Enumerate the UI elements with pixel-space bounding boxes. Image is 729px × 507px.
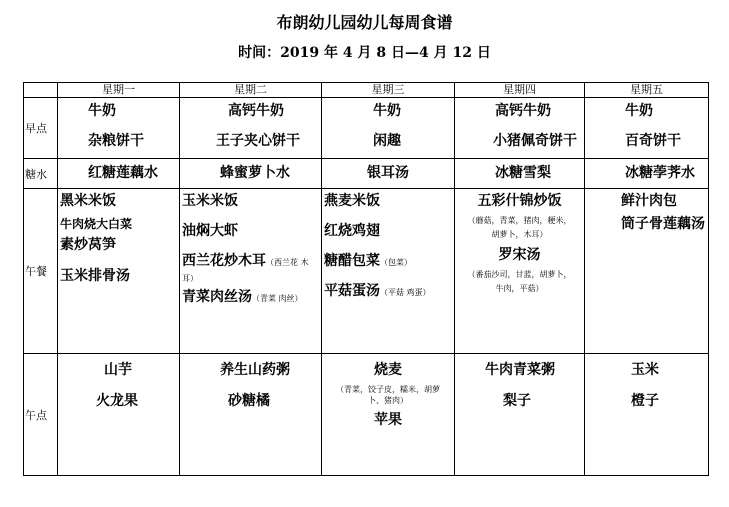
sweet-soup-tue-item: 蜂蜜萝卜水 [220, 165, 290, 181]
lunch-wed-item-2: 红烧鸡翅 [324, 223, 380, 239]
lunch-wed-item-3 [324, 252, 412, 270]
afternoon-wed-note-1: （青菜，饺子皮，糯米，胡萝 [336, 385, 440, 394]
afternoon-fri-item-1: 玉米 [631, 362, 659, 378]
lunch-wed-item-4 [324, 282, 431, 300]
breakfast-wed-item-1: 牛奶 [373, 103, 401, 119]
lunch-thu-item-1-note-1: （蘑菇，青菜，猪肉，粳米， [467, 216, 572, 225]
breakfast-fri-item-1: 牛奶 [625, 103, 653, 119]
sweet-soup-fri [585, 159, 709, 189]
lunch-tue-item-2: 油焖大虾 [182, 223, 238, 239]
day-header-tue: 星期二 [180, 83, 322, 98]
afternoon-wed-note-2: 卜、猪肉） [368, 396, 408, 405]
sweet-soup-fri-item: 冰糖荸荠水 [625, 165, 695, 181]
lunch-tue-item-4 [182, 288, 303, 306]
afternoon-thu-item-1: 牛肉青菜粥 [485, 362, 555, 378]
lunch-mon-item-3: 素炒莴笋 [60, 237, 116, 253]
lunch-wed [322, 189, 455, 354]
afternoon-thu-item-2: 梨子 [503, 393, 531, 409]
lunch-fri-item-2: 筒子骨莲藕汤 [621, 216, 705, 232]
afternoon-row [24, 354, 709, 476]
afternoon-tue-item-1: 养生山药粥 [220, 362, 290, 378]
lunch-tue-item-3-note: （西兰花 木 [266, 258, 309, 267]
sweet-soup-wed [322, 159, 455, 189]
lunch-tue-item-3 [182, 252, 309, 270]
day-header-wed: 星期三 [322, 83, 455, 98]
afternoon-mon-item-1: 山芋 [104, 362, 132, 378]
lunch-thu-item-1: 五彩什锦炒饭 [477, 193, 562, 209]
lunch-fri [585, 189, 709, 354]
lunch-tue [180, 189, 322, 354]
sweet-soup-thu [455, 159, 585, 189]
lunch-thu-item-2-note-1: （番茄沙司，甘蓝，胡萝卜， [467, 270, 572, 279]
row-label-afternoon: 午点 [24, 354, 58, 476]
day-header-mon: 星期一 [58, 83, 180, 98]
lunch-fri-item-1: 鲜汁肉包 [621, 193, 677, 209]
breakfast-mon-item-2: 杂粮饼干 [88, 133, 144, 149]
breakfast-mon [58, 98, 180, 159]
breakfast-thu-item-2: 小猪佩奇饼干 [493, 133, 577, 149]
corner-cell [24, 83, 58, 98]
breakfast-wed [322, 98, 455, 159]
breakfast-tue-item-2: 王子夹心饼干 [216, 133, 300, 149]
lunch-mon-item-1: 黑米米饭 [60, 193, 116, 209]
sweet-soup-thu-item: 冰糖雪梨 [495, 165, 551, 181]
breakfast-tue [180, 98, 322, 159]
row-label-breakfast: 早点 [24, 98, 58, 159]
sweet-soup-mon [58, 159, 180, 189]
sweet-soup-wed-item: 银耳汤 [367, 165, 409, 181]
breakfast-tue-item-1: 高钙牛奶 [228, 103, 284, 119]
lunch-wed-item-4-note: （平菇 鸡蛋） [380, 288, 431, 297]
breakfast-thu-item-1: 高钙牛奶 [495, 103, 551, 119]
afternoon-wed-item-2: 苹果 [374, 412, 402, 428]
lunch-thu-item-2: 罗宋汤 [498, 247, 541, 263]
lunch-wed-item-3-note: （包菜） [380, 258, 412, 267]
afternoon-wed-item-1: 烧麦 [374, 362, 402, 378]
breakfast-fri-item-2: 百奇饼干 [625, 133, 681, 149]
afternoon-tue-item-2: 砂糖橘 [228, 393, 270, 409]
day-header-fri: 星期五 [585, 83, 709, 98]
afternoon-thu [455, 354, 585, 476]
page-title: 布朗幼儿园幼儿每周食谱 [276, 13, 453, 32]
breakfast-wed-item-2: 闲趣 [373, 133, 401, 149]
lunch-wed-item-1: 燕麦米饭 [324, 193, 380, 209]
lunch-tue-item-3-name: 西兰花炒木耳 [182, 253, 266, 269]
sweet-soup-tue [180, 159, 322, 189]
lunch-wed-item-3-name: 糖醋包菜 [324, 253, 380, 269]
lunch-thu-item-1-note-2: 胡萝卜，木耳） [491, 230, 548, 239]
breakfast-row [24, 98, 709, 159]
lunch-tue-item-1: 玉米米饭 [182, 193, 238, 209]
breakfast-mon-item-1: 牛奶 [88, 103, 116, 119]
menu-table [23, 82, 709, 476]
breakfast-thu [455, 98, 585, 159]
afternoon-fri [585, 354, 709, 476]
date-range: 时间：2019 年 4 月 8 日—4 月 12 日 [238, 45, 491, 61]
sweet-soup-row [24, 159, 709, 189]
sweet-soup-mon-item: 红糖莲藕水 [88, 165, 158, 181]
row-label-sweet-soup: 糖水 [24, 159, 58, 189]
afternoon-mon [58, 354, 180, 476]
lunch-mon [58, 189, 180, 354]
breakfast-fri [585, 98, 709, 159]
lunch-tue-item-4-note: （青菜 肉丝） [252, 294, 303, 303]
afternoon-tue [180, 354, 322, 476]
lunch-tue-item-3-note-cont: 耳） [182, 274, 198, 283]
afternoon-wed [322, 354, 455, 476]
lunch-wed-item-4-name: 平菇蛋汤 [324, 283, 380, 299]
row-label-lunch: 午餐 [24, 189, 58, 354]
lunch-thu [455, 189, 585, 354]
lunch-thu-item-2-note-2: 牛肉，平菇） [495, 284, 544, 293]
afternoon-fri-item-2: 橙子 [631, 393, 659, 409]
lunch-mon-item-4: 玉米排骨汤 [60, 268, 130, 284]
day-header-thu: 星期四 [455, 83, 585, 98]
afternoon-mon-item-2: 火龙果 [96, 393, 138, 409]
lunch-row [24, 189, 709, 354]
lunch-mon-item-2: 牛肉烧大白菜 [60, 217, 133, 231]
header-row [24, 83, 709, 98]
lunch-tue-item-4-name: 青菜肉丝汤 [182, 289, 252, 305]
